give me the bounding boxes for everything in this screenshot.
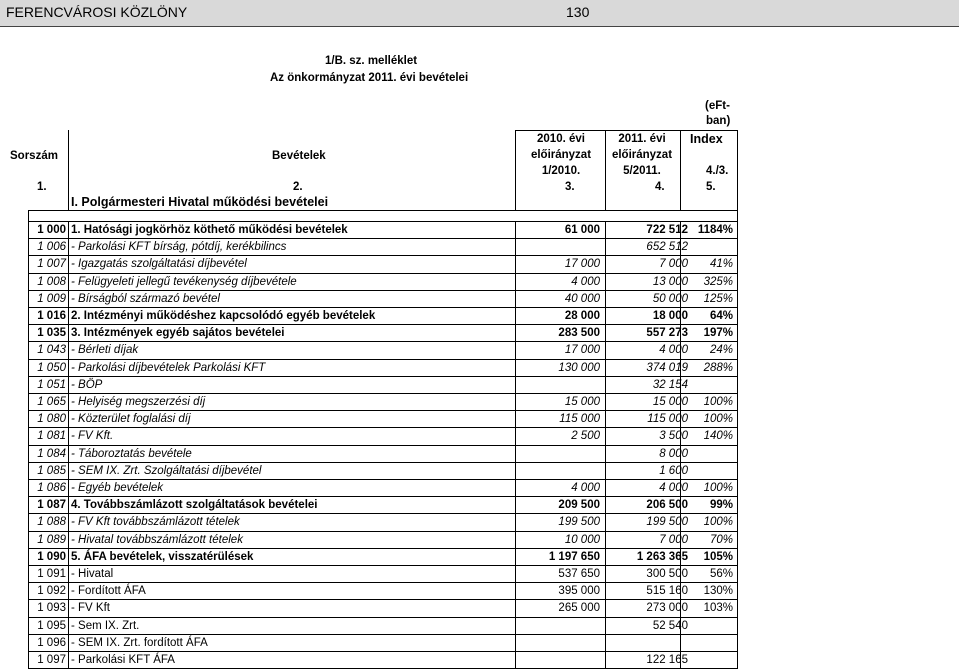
row-number: 1 009 — [37, 292, 66, 305]
row-number: 1 016 — [37, 310, 66, 322]
row-value-2011: 206 500 — [646, 499, 688, 512]
header-sorszam: Sorszám — [10, 150, 58, 162]
publication-title: FERENCVÁROSI KÖZLÖNY — [6, 4, 188, 20]
row-number: 1 093 — [37, 602, 66, 615]
table-row — [0, 463, 959, 480]
row-number: 1 095 — [37, 619, 66, 632]
grid-hline — [515, 130, 738, 131]
row-value-2011: 50 000 — [652, 292, 688, 305]
unit-label: (eFt- — [705, 100, 730, 112]
table-row — [0, 514, 959, 531]
colnum-3: 3. — [565, 181, 575, 193]
row-value-2011: 557 273 — [646, 327, 688, 340]
header-2011-line1: 2011. évi — [618, 133, 666, 145]
row-name: - Parkolási díjbevételek Parkolási KFT — [71, 361, 266, 374]
row-index: 100% — [703, 516, 733, 529]
row-value-2010: 130 000 — [558, 361, 600, 374]
table-row — [0, 342, 959, 359]
grid-vline — [737, 130, 738, 210]
row-value-2010: 283 500 — [558, 327, 600, 340]
row-index: 197% — [703, 327, 733, 340]
row-value-2011: 199 500 — [646, 516, 688, 529]
table-row — [0, 566, 959, 583]
row-number: 1 086 — [37, 482, 66, 494]
grid-vline — [68, 130, 69, 210]
row-name: 2. Intézményi működéshez kapcsolódó egyéb bevételek — [71, 310, 376, 322]
table-row — [0, 600, 959, 617]
row-number: 1 087 — [37, 499, 66, 512]
row-name: 3. Intézmények egyéb sajátos bevételei — [71, 327, 285, 340]
row-value-2010: 4 000 — [571, 275, 600, 288]
header-bevetelek: Bevételek — [272, 150, 326, 162]
row-name: - SEM IX. Zrt. Szolgáltatási díjbevétel — [71, 464, 262, 477]
row-name: - Hivatal — [71, 568, 114, 580]
header-2011-line3: 5/2011. — [623, 165, 661, 177]
row-name: - Egyéb bevételek — [71, 482, 164, 494]
table-row — [0, 308, 959, 325]
header-2011-line2: előirányzat — [611, 149, 673, 161]
row-value-2010: 199 500 — [558, 516, 600, 529]
row-value-2011: 32 154 — [652, 378, 688, 391]
row-value-2011: 18 000 — [652, 310, 688, 322]
row-number: 1 006 — [37, 241, 66, 254]
row-number: 1 092 — [37, 585, 66, 598]
row-value-2011: 652 512 — [646, 241, 688, 254]
colnum-4: 4. — [655, 181, 665, 193]
row-value-2010: 10 000 — [564, 533, 600, 546]
grid-vline — [680, 130, 681, 210]
row-name: - Bérleti díjak — [71, 344, 139, 357]
row-number: 1 089 — [37, 533, 66, 546]
row-number: 1 008 — [37, 275, 66, 288]
row-name: 4. Továbbszámlázott szolgáltatások bevételei — [71, 499, 318, 512]
row-value-2011: 52 540 — [652, 619, 688, 632]
row-value-2011: 1 600 — [659, 464, 688, 477]
row-number: 1 085 — [37, 464, 66, 477]
row-index: 41% — [709, 258, 733, 271]
row-value-2011: 374 019 — [646, 361, 688, 374]
table-row — [0, 532, 959, 549]
table-row — [0, 480, 959, 497]
row-value-2011: 7 000 — [659, 258, 688, 271]
row-name: - Fordított ÁFA — [71, 585, 146, 598]
row-value-2010: 2 500 — [571, 430, 600, 443]
row-name: - Közterület foglalási díj — [71, 413, 191, 426]
row-number: 1 000 — [37, 224, 66, 236]
row-value-2010: 17 000 — [564, 344, 600, 357]
annex-title: 1/B. sz. melléklet — [325, 55, 418, 67]
row-index: 100% — [703, 396, 733, 408]
header-2010-line2: előirányzat — [530, 149, 592, 161]
table-row — [0, 618, 959, 635]
row-name: - Igazgatás szolgáltatási díjbevétel — [71, 258, 247, 271]
table-row — [0, 256, 959, 273]
row-index: 105% — [703, 550, 733, 563]
row-value-2010: 15 000 — [564, 396, 600, 408]
row-number: 1 097 — [37, 654, 66, 666]
row-number: 1 090 — [37, 550, 66, 563]
row-value-2011: 122 165 — [646, 654, 688, 666]
row-name: - Hivatal továbbszámlázott tételek — [71, 533, 243, 546]
row-name: - Sem IX. Zrt. — [71, 619, 140, 632]
row-value-2011: 515 160 — [646, 585, 688, 598]
row-index: 325% — [703, 275, 733, 288]
row-value-2010: 115 000 — [559, 413, 600, 426]
table-row — [0, 635, 959, 652]
row-value-2011: 13 000 — [652, 275, 688, 288]
row-name: - FV Kft. — [71, 430, 114, 443]
row-value-2010: 40 000 — [564, 292, 600, 305]
row-value-2011: 115 000 — [647, 413, 688, 426]
row-value-2010: 209 500 — [558, 499, 600, 512]
row-index: 130% — [703, 585, 733, 598]
row-name: - Táboroztatás bevétele — [71, 447, 192, 460]
table-row — [0, 377, 959, 394]
header-2010-line1: 2010. évi — [537, 133, 585, 145]
row-number: 1 043 — [37, 344, 66, 357]
row-value-2011: 3 500 — [659, 430, 688, 443]
row-number: 1 096 — [37, 636, 66, 649]
unit-label-2: ban) — [706, 115, 731, 127]
row-value-2011: 15 000 — [652, 396, 688, 408]
row-index: 1184% — [697, 224, 733, 236]
row-number: 1 088 — [37, 516, 66, 529]
row-name: - Parkolási KFT bírság, pótdíj, kerékbilincs — [71, 241, 287, 254]
table-row — [0, 274, 959, 291]
row-value-2011: 7 000 — [659, 533, 688, 546]
row-name: - BÖP — [71, 378, 103, 391]
row-name: - Bírságból származó bevétel — [71, 292, 220, 305]
row-value-2011: 300 500 — [646, 568, 688, 580]
table-row — [0, 325, 959, 342]
row-number: 1 080 — [37, 413, 66, 426]
row-value-2011: 1 263 365 — [636, 550, 688, 563]
row-index: 288% — [703, 361, 733, 374]
table-row — [0, 222, 959, 239]
row-name: - Parkolási KFT ÁFA — [71, 654, 175, 666]
row-value-2011: 4 000 — [659, 344, 688, 357]
row-index: 140% — [703, 430, 733, 443]
section-title: I. Polgármesteri Hivatal működési bevételei — [71, 195, 329, 209]
row-value-2011: 722 512 — [646, 224, 688, 236]
row-index: 64% — [709, 310, 733, 322]
row-number: 1 035 — [37, 327, 66, 340]
row-value-2010: 17 000 — [564, 258, 600, 271]
row-number: 1 051 — [37, 378, 66, 391]
colnum-5: 5. — [706, 181, 716, 193]
grid-hline — [28, 210, 738, 211]
row-index: 99% — [709, 499, 733, 512]
row-index: 56% — [709, 568, 733, 580]
row-name: - Helyiség megszerzési díj — [71, 396, 206, 408]
table-row — [0, 394, 959, 411]
table-row — [0, 360, 959, 377]
row-number: 1 084 — [37, 447, 66, 460]
table-row — [0, 291, 959, 308]
row-number: 1 065 — [37, 396, 66, 408]
table-row — [0, 497, 959, 514]
row-value-2010: 395 000 — [558, 585, 600, 598]
row-index: 24% — [709, 344, 733, 357]
row-name: - FV Kft továbbszámlázott tételek — [71, 516, 240, 529]
row-name: - SEM IX. Zrt. fordított ÁFA — [71, 636, 208, 649]
table-row — [0, 583, 959, 600]
row-index: 100% — [703, 413, 733, 426]
row-value-2011: 4 000 — [659, 482, 688, 494]
row-value-2010: 28 000 — [564, 310, 600, 322]
row-index: 125% — [703, 292, 733, 305]
header-2010-line3: 1/2010. — [541, 165, 581, 177]
row-name: - Felügyeleti jellegű tevékenység díjbevétele — [71, 275, 297, 288]
row-number: 1 050 — [37, 361, 66, 374]
row-index: 70% — [709, 533, 733, 546]
table-row — [0, 411, 959, 428]
table-row — [0, 549, 959, 566]
row-value-2011: 273 000 — [646, 602, 688, 615]
row-number: 1 081 — [37, 430, 66, 443]
row-name: - FV Kft — [71, 602, 110, 615]
row-value-2011: 8 000 — [659, 447, 688, 460]
row-value-2010: 61 000 — [564, 224, 600, 236]
table-row — [0, 446, 959, 463]
header-index: Index — [690, 132, 723, 146]
row-index: 103% — [703, 602, 733, 615]
page-number: 130 — [566, 4, 590, 20]
row-number: 1 091 — [37, 568, 66, 580]
row-value-2010: 1 197 650 — [548, 550, 600, 563]
colnum-1: 1. — [37, 181, 47, 193]
row-name: 5. ÁFA bevételek, visszatérülések — [71, 550, 254, 563]
row-number: 1 007 — [37, 258, 66, 271]
grid-vline — [605, 130, 606, 210]
table-row — [0, 239, 959, 256]
row-index: 100% — [703, 482, 733, 494]
row-name: 1. Hatósági jogkörhöz köthető működési bevételek — [71, 224, 348, 236]
row-value-2010: 4 000 — [571, 482, 600, 494]
table-row — [0, 428, 959, 445]
document-title: Az önkormányzat 2011. évi bevételei — [270, 72, 469, 84]
row-value-2010: 537 650 — [558, 568, 600, 580]
row-value-2010: 265 000 — [558, 602, 600, 615]
header-index-formula: 4./3. — [706, 165, 729, 177]
table-row — [0, 652, 959, 669]
colnum-2: 2. — [293, 181, 303, 193]
grid-vline — [515, 130, 516, 210]
